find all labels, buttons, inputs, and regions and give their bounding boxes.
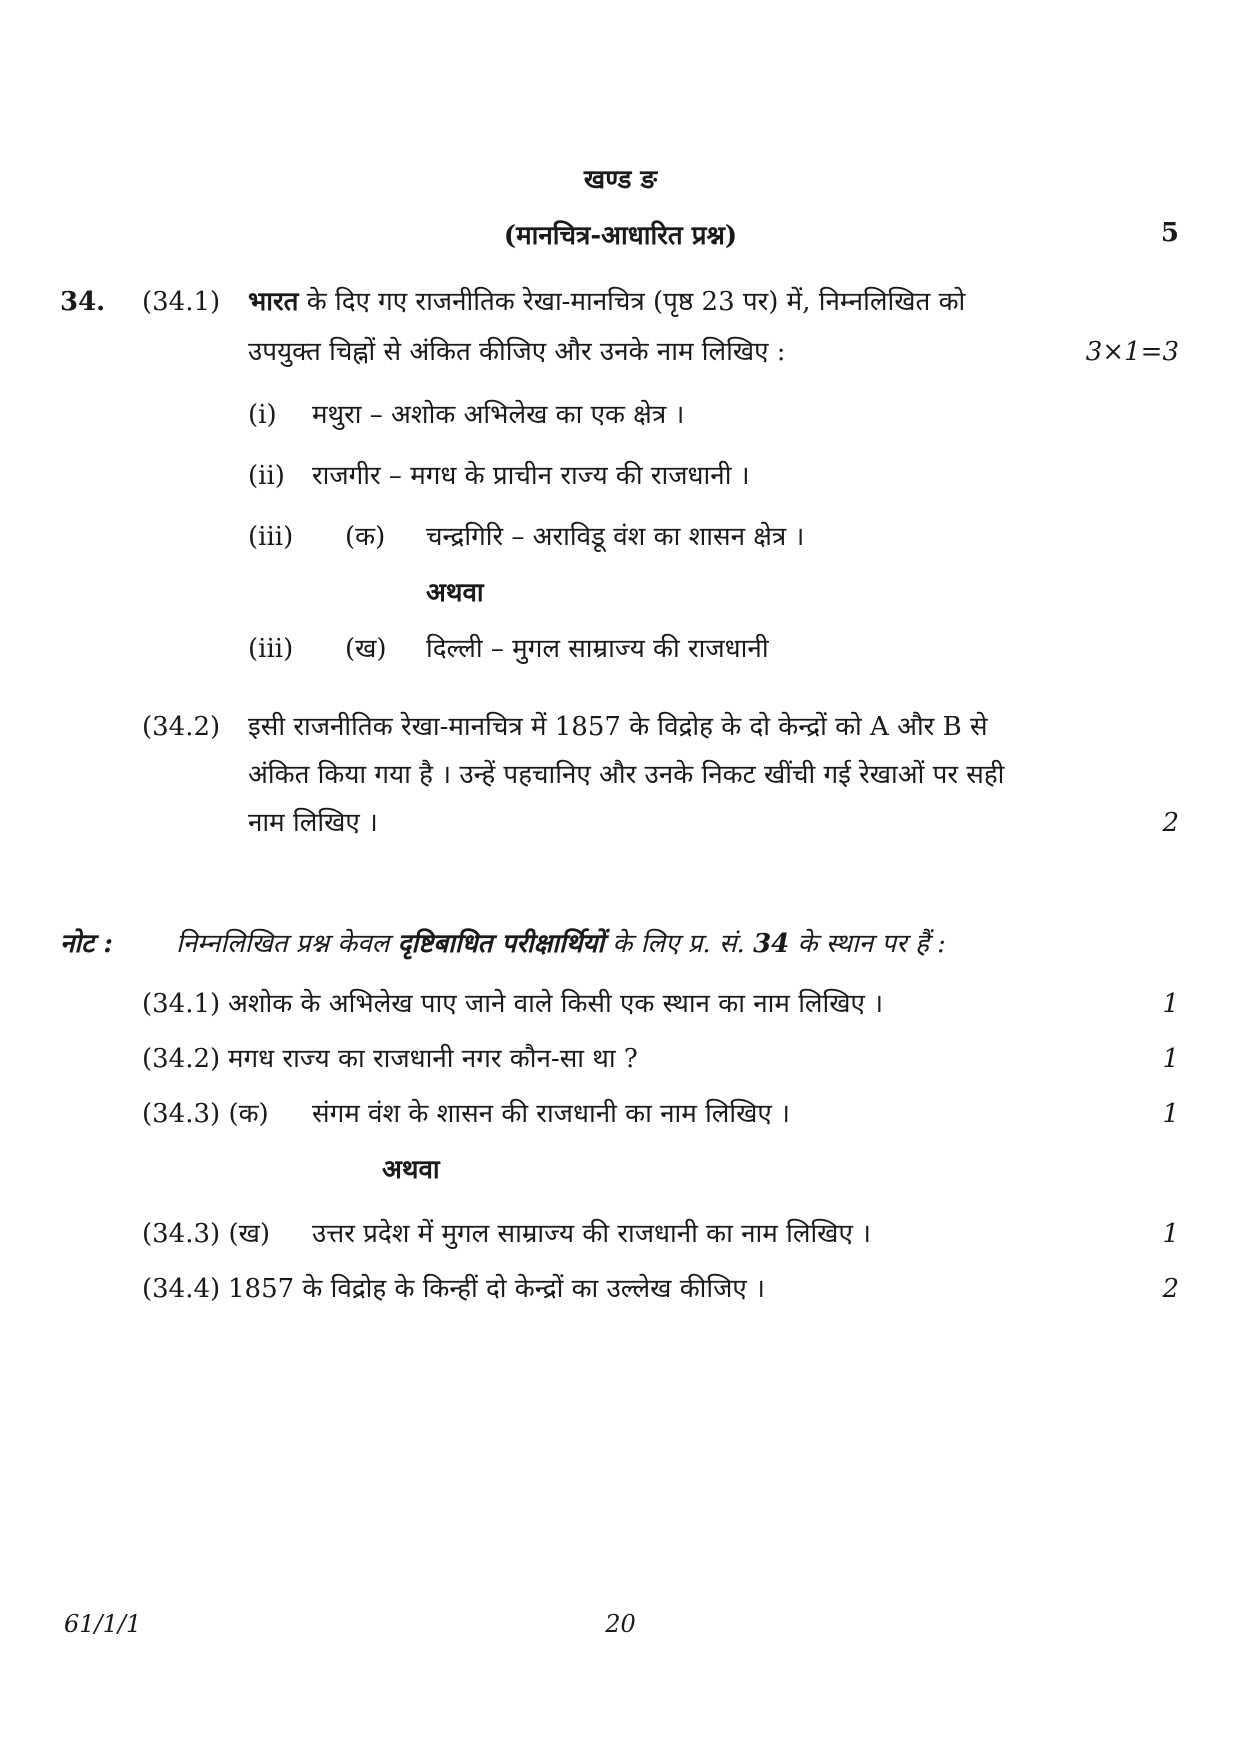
q34-2-line1: इसी राजनीतिक रेखा-मानचित्र में 1857 के विद्रोह के दो केन्द्रों को A और B से (248, 712, 988, 742)
item-iii-b-num: (iii) (248, 634, 294, 664)
q34-2-marks: 2 (1162, 808, 1179, 838)
note-item-2-label: (34.2) (142, 1044, 221, 1074)
or-label-1: अथवा (426, 578, 484, 608)
item-ii-num: (ii) (248, 461, 285, 491)
note-item-4-label: (34.4) (142, 1274, 221, 1304)
note-text-pre: निम्नलिखित प्रश्न केवल (176, 929, 398, 959)
note-item-4-text: 1857 के विद्रोह के किन्हीं दो केन्द्रों का उल्लेख कीजिए । (228, 1274, 765, 1304)
note-item-2-marks: 1 (1162, 1044, 1179, 1074)
section-subtitle: (मानचित्र-आधारित प्रश्न) (503, 221, 738, 251)
item-ii-text: राजगीर – मगध के प्राचीन राज्य की राजधानी । (312, 461, 750, 491)
q34-1-bold-word: भारत (248, 287, 299, 317)
paper-code: 61/1/1 (64, 1610, 142, 1638)
note-item-3b-marks: 1 (1162, 1219, 1179, 1249)
section-title: खण्ड ङ (583, 165, 658, 195)
section-marks: 5 (1160, 218, 1179, 248)
question-number: 34. (60, 287, 106, 317)
item-iii-b-text: दिल्ली – मुगल साम्राज्य की राजधानी (426, 634, 769, 664)
note-text-bold: दृष्टिबाधित परीक्षार्थियों (397, 929, 605, 959)
note-item-1-marks: 1 (1162, 989, 1179, 1019)
item-iii-a-sub: (क) (345, 522, 386, 552)
item-i-text: मथुरा – अशोक अभिलेख का एक क्षेत्र । (312, 400, 685, 430)
or-label-2: अथवा (382, 1155, 440, 1185)
q34-1-line1-rest: के दिए गए राजनीतिक रेखा-मानचित्र (पृष्ठ 23 पर) में, निम्नलिखित को (298, 287, 966, 317)
q34-1-line2: उपयुक्त चिह्नों से अंकित कीजिए और उनके नाम लिखिए : (248, 337, 786, 367)
note-text-mid: के लिए प्र. सं. (604, 929, 754, 959)
q34-2-line2: अंकित किया गया है । उन्हें पहचानिए और उनके निकट खींची गई रेखाओं पर सही (248, 760, 1005, 790)
note-item-4-marks: 2 (1162, 1274, 1179, 1304)
q34-2-line3: नाम लिखिए । (248, 808, 378, 838)
note-item-3a-text: संगम वंश के शासन की राजधानी का नाम लिखिए । (312, 1099, 790, 1129)
item-iii-a-text: चन्द्रगिरि – अराविडू वंश का शासन क्षेत्र । (426, 522, 805, 552)
note-item-3a-label: (34.3) (क) (142, 1099, 269, 1129)
note-item-1-label: (34.1) (142, 989, 221, 1019)
note-item-1-text: अशोक के अभिलेख पाए जाने वाले किसी एक स्थान का नाम लिखिए । (228, 989, 884, 1019)
q34-1-line1 (248, 285, 965, 319)
note-item-3b-label: (34.3) (ख) (142, 1219, 270, 1249)
item-i-num: (i) (248, 400, 277, 430)
note-label: नोट : (60, 929, 113, 959)
note-text-num: 34 (753, 929, 790, 959)
item-iii-b-sub: (ख) (345, 634, 387, 664)
note-text-post: के स्थान पर हैं : (789, 929, 946, 959)
note-text (176, 927, 946, 961)
note-item-3b-text: उत्तर प्रदेश में मुगल साम्राज्य की राजधानी का नाम लिखिए । (312, 1219, 871, 1249)
note-item-3a-marks: 1 (1162, 1099, 1179, 1129)
q34-1-marks: 3×1=3 (1085, 337, 1179, 367)
q34-2-label: (34.2) (142, 712, 221, 742)
page-number: 20 (605, 1610, 636, 1638)
item-iii-a-num: (iii) (248, 522, 294, 552)
note-item-2-text: मगध राज्य का राजधानी नगर कौन-सा था ? (228, 1044, 638, 1074)
q34-1-label: (34.1) (142, 287, 221, 317)
